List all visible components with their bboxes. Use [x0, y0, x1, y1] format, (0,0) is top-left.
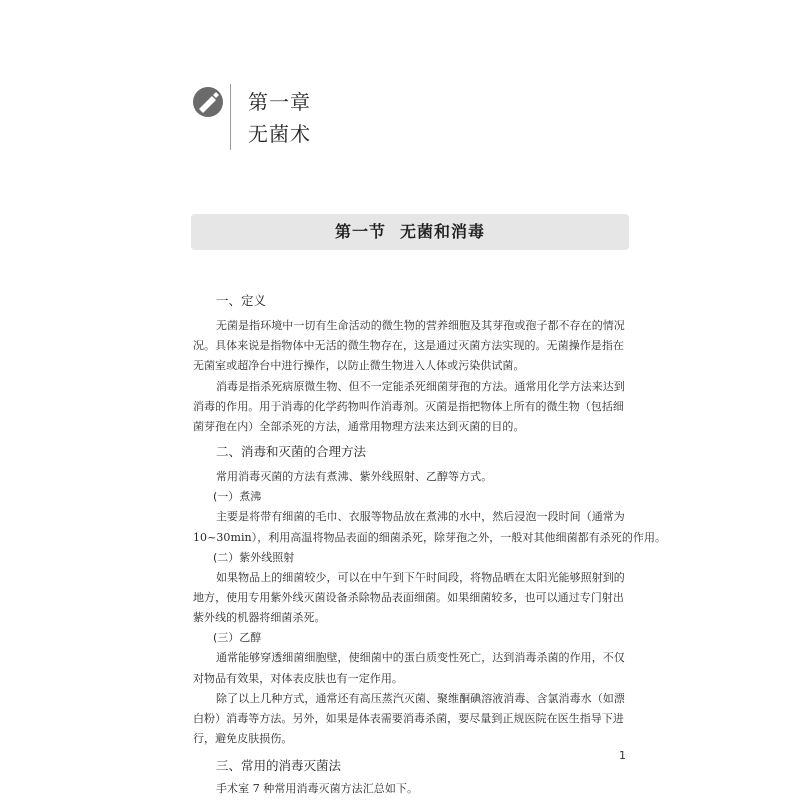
- section-title: 无菌和消毒: [400, 222, 486, 241]
- chapter-title: 无菌术: [248, 122, 311, 146]
- section-title-bar: [191, 214, 629, 250]
- paragraph-line: 无菌室或超净台中进行操作，以防止微生物进入人体或污染供试菌。: [193, 359, 525, 373]
- paragraph-line: 主要是将带有细菌的毛巾、衣服等物品放在煮沸的水中，然后浸泡一段时间（通常为: [216, 510, 625, 524]
- paragraph-line: 白粉）消毒等方法。另外，如果是体表需要消毒杀菌，要尽量到正规医院在医生指导下进: [193, 712, 624, 725]
- subheading-uv: (二）紫外线照射: [213, 550, 295, 564]
- page-number: 1: [619, 749, 626, 762]
- subheading-boiling: (一）煮沸: [213, 490, 262, 504]
- paragraph-line: 常用消毒灭菌的方法有煮沸、紫外线照射、乙醇等方式。: [216, 470, 493, 484]
- chapter-divider: [230, 84, 231, 150]
- paragraph-line: 行，避免皮肤损伤。: [193, 732, 293, 746]
- paragraph-line: 菌芽孢在内）全部杀死的方法，通常用物理方法来达到灭菌的目的。: [193, 420, 525, 433]
- paragraph-line: 消毒的作用。用于消毒的化学药物叫作消毒剂。灭菌是指把物体上所有的微生物（包括细: [193, 399, 624, 413]
- paragraph-line: 通常能够穿透细菌细胞壁，使细菌中的蛋白质变性死亡，达到消毒杀菌的作用，不仅: [216, 651, 625, 665]
- heading-definition: 一、定义: [216, 293, 267, 308]
- paragraph-line: 紫外线的机器将细菌杀死。: [193, 611, 326, 625]
- paragraph-line: 10~30min），利用高温将物品表面的细菌杀死，除芽孢之外，一般对其他细菌都有杀死的作用。: [193, 530, 667, 544]
- pen-nib-icon: [192, 86, 224, 118]
- chapter-number: 第一章: [248, 90, 311, 114]
- subheading-ethanol: (三）乙醇: [213, 631, 262, 645]
- section-number: 第一节: [334, 222, 386, 241]
- heading-methods: 二、消毒和灭菌的合理方法: [216, 444, 367, 460]
- paragraph-line: 消毒是指杀死病原微生物、但不一定能杀死细菌芽孢的方法。通常用化学方法来达到: [216, 379, 625, 393]
- paragraph-line: 手术室 7 种常用消毒灭菌方法汇总如下。: [216, 782, 418, 796]
- heading-common-methods: 三、常用的消毒灭菌法: [216, 758, 342, 774]
- paragraph-line: 况。具体来说是指物体中无活的微生物存在，这是通过灭菌方法实现的。无菌操作是指在: [193, 339, 624, 353]
- paragraph-line: 除了以上几种方式，通常还有高压蒸汽灭菌、聚维酮碘溶液消毒、含氯消毒水（如漂: [216, 691, 625, 705]
- paragraph-line: 如果物品上的细菌较少，可以在中午到下午时间段，将物品晒在太阳光能够照射到的: [216, 570, 625, 584]
- paragraph-line: 无菌是指环境中一切有生命活动的微生物的营养细胞及其芽孢或孢子都不存在的情况: [216, 319, 625, 332]
- paragraph-line: 地方，使用专用紫外线灭菌设备杀除物品表面细菌。如果细菌较多，也可以通过专门射出: [193, 591, 624, 604]
- paragraph-line: 对物品有效果，对体表皮肤也有一定作用。: [193, 671, 403, 685]
